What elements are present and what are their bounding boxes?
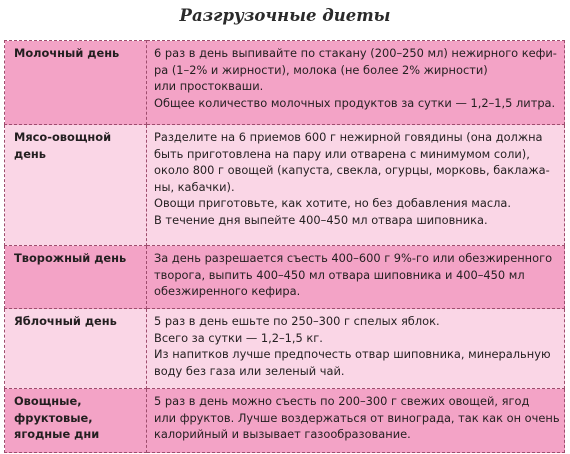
description-line: За день разрешается съесть 400–600 г 9%-го или обезжиренного (154, 251, 553, 265)
diet-description-cell (147, 389, 565, 453)
description-line: Из напитков лучше предпочесть отвар шиповника, минеральную (154, 347, 551, 362)
diet-name: Овощные, (14, 394, 82, 408)
description-line: обезжиренного кефира. (154, 284, 301, 299)
description-line: быть приготовлена на пару или отварена с минимумом соли), (154, 146, 530, 161)
description-line: ны, кабачки). (154, 179, 235, 194)
diet-name: день (14, 146, 46, 161)
diet-description-cell (147, 309, 565, 389)
description-line: ра (1–2% и жирности), молока (не более 2% жирности) (154, 62, 488, 77)
description-line: около 800 г овощей (капуста, свекла, огурцы, морковь, баклажа- (154, 163, 550, 178)
description-line: В течение дня выпейте 400–450 мл отвара шиповника. (154, 212, 488, 227)
diet-name-cell (5, 246, 147, 309)
diet-name: фруктовые, (14, 410, 93, 425)
table-row-milk-day (5, 41, 565, 125)
table-row-cottage-cheese-day (5, 246, 565, 309)
diet-name: Яблочный день (14, 314, 117, 328)
diet-description-cell (147, 246, 565, 309)
description-line: 5 раз в день ешьте по 250–300 г спелых яблок. (154, 314, 440, 328)
description-line: Разделите на 6 приемов 600 г нежирной говядины (она должна (154, 130, 543, 144)
description-line: Общее количество молочных продуктов за сутки — 1,2–1,5 литра. (154, 95, 556, 110)
table-row-meat-vegetable-day (5, 125, 565, 246)
table-row-vegetable-fruit-berry-days (5, 389, 565, 453)
diet-name-cell (5, 309, 147, 389)
diet-name: Мясо-овощной (14, 130, 112, 144)
diet-name-cell (5, 389, 147, 453)
page-title: Разгрузочные диеты (179, 6, 391, 25)
diet-name-cell (5, 125, 147, 246)
diet-description-cell (147, 125, 565, 246)
diet-name: Молочный день (14, 46, 120, 60)
description-line: Всего за сутки — 1,2–1,5 кг. (154, 330, 323, 345)
description-line: Овощи приготовьте, как хотите, но без добавления масла. (154, 196, 511, 211)
description-line: или фруктов. Лучше воздержаться от винограда, так как он очень (154, 410, 560, 425)
description-line: 5 раз в день можно съесть по 200–300 г свежих овощей, ягод (154, 394, 530, 408)
description-line: калорийный и вызывает газообразование. (154, 427, 411, 442)
table-row-apple-day (5, 309, 565, 389)
description-line: 6 раз в день выпивайте по стакану (200–250 мл) нежирного кефи- (154, 46, 557, 60)
diet-description-cell (147, 41, 565, 125)
diet-name-cell (5, 41, 147, 125)
description-line: или простокваши. (154, 79, 264, 94)
diet-name: ягодные дни (14, 427, 100, 442)
description-line: творога, выпить 400–450 мл отвара шиповника и 400–450 мл (154, 267, 525, 282)
description-line: воду без газа или зеленый чай. (154, 363, 345, 378)
diet-name: Творожный день (14, 251, 127, 265)
diet-table (4, 40, 565, 453)
